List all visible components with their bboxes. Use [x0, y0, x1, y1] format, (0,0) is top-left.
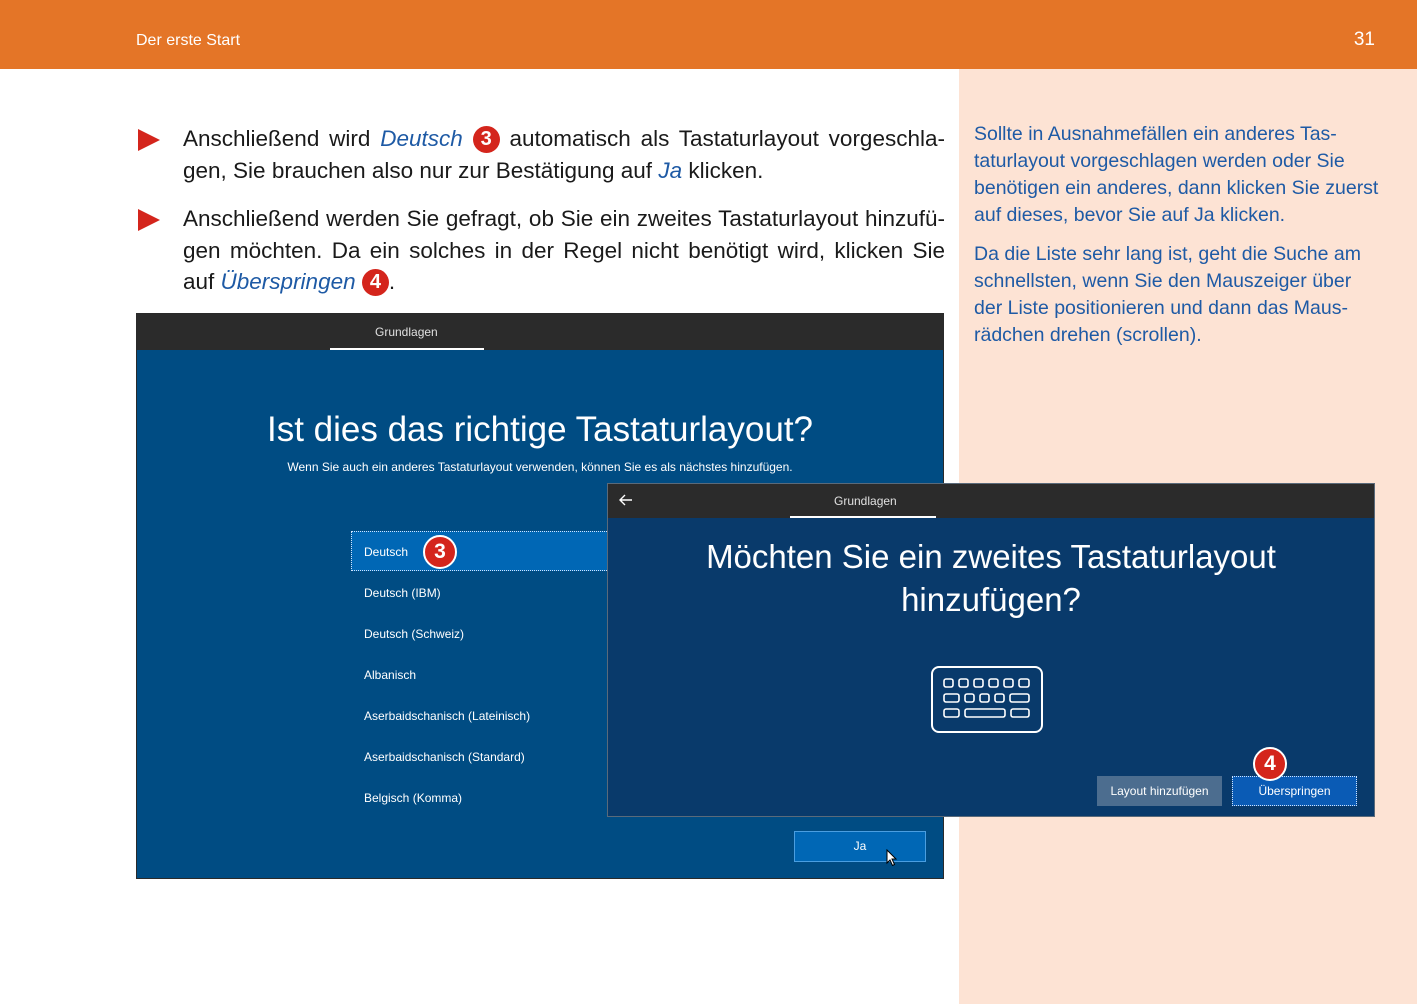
list-item[interactable]: Deutsch (IBM) [364, 586, 441, 600]
setup-topbar [137, 314, 943, 350]
tab-underline [330, 348, 484, 350]
tip-paragraph-2: Da die Liste sehr lang ist, geht die Suche am schnellsten, wenn Sie den Mauszeiger über der Liste positionieren und dann das Mausrädchen drehen (scrollen). [974, 243, 1361, 346]
screen-title-line: hinzufügen? [901, 581, 1081, 618]
add-layout-button[interactable]: Layout hinzufügen [1097, 776, 1222, 806]
bullet-text: Anschließend wird [183, 126, 381, 151]
bullet-text: klicken. [682, 157, 764, 183]
setup-topbar [608, 484, 1374, 518]
tab-underline [790, 516, 936, 518]
yes-button[interactable]: Ja [794, 831, 926, 862]
list-item[interactable]: Aserbaidschanisch (Standard) [364, 750, 525, 764]
screen-subtitle: Wenn Sie auch ein anderes Tastaturlayout verwenden, können Sie es als nächstes hinzufügen. [287, 460, 793, 474]
emphasis-ja: Ja [658, 157, 683, 183]
bullet-paragraph-2 [183, 203, 945, 298]
back-arrow-icon[interactable] [618, 492, 634, 508]
mouse-cursor-icon [886, 849, 898, 867]
step-number-badge: 3 [473, 126, 500, 153]
list-item[interactable]: Deutsch (Schweiz) [364, 627, 465, 641]
screen-title [608, 535, 1374, 621]
skip-button[interactable]: Überspringen [1232, 776, 1357, 806]
list-item[interactable]: Deutsch [364, 545, 409, 559]
bullet-arrow-icon [138, 209, 160, 231]
section-title: Der erste Start [136, 32, 241, 49]
bullet-text: automatisch als Tastaturlayout vorgeschlagen, Sie brauchen also nur zur Bestätigung auf [183, 126, 945, 183]
screen-title-line: Möchten Sie ein zweites Tastaturlayout [706, 538, 1276, 575]
tab-grundlagen[interactable]: Grundlagen [834, 494, 897, 508]
emphasis-deutsch: Deutsch [380, 126, 463, 151]
step-number-badge: 4 [362, 269, 389, 296]
page-header [0, 0, 1417, 69]
keyboard-icon [931, 666, 1043, 733]
bullet-text: Anschließend werden Sie gefragt, ob Sie ein zweites Tastaturlayout hinzufügen möchten. Da ein solches in der Regel nicht benötigt wird, klicken Sie auf [183, 206, 945, 294]
tip-paragraph-1: Sollte in Ausnahmefällen ein anderes Tastaturlayout vorgeschlagen werden oder Sie benötigen ein anderes, dann klicken Sie zuerst auf dieses, bevor Sie auf Ja klicken. [974, 123, 1379, 226]
bullet-arrow-icon [138, 129, 160, 151]
bullet-paragraph-1 [183, 123, 945, 186]
step-badge-4: 4 [1253, 747, 1287, 781]
step-badge-3: 3 [423, 535, 457, 569]
list-item[interactable]: Belgisch (Komma) [364, 791, 463, 805]
bullet-text: . [388, 269, 396, 294]
screen-title: Ist dies das richtige Tastaturlayout? [266, 410, 814, 449]
page-number: 31 [1353, 29, 1375, 50]
list-item[interactable]: Aserbaidschanisch (Lateinisch) [364, 709, 531, 723]
list-item[interactable]: Albanisch [364, 668, 417, 682]
emphasis-ueberspringen: Überspringen [220, 269, 356, 294]
tab-grundlagen[interactable]: Grundlagen [375, 325, 438, 339]
